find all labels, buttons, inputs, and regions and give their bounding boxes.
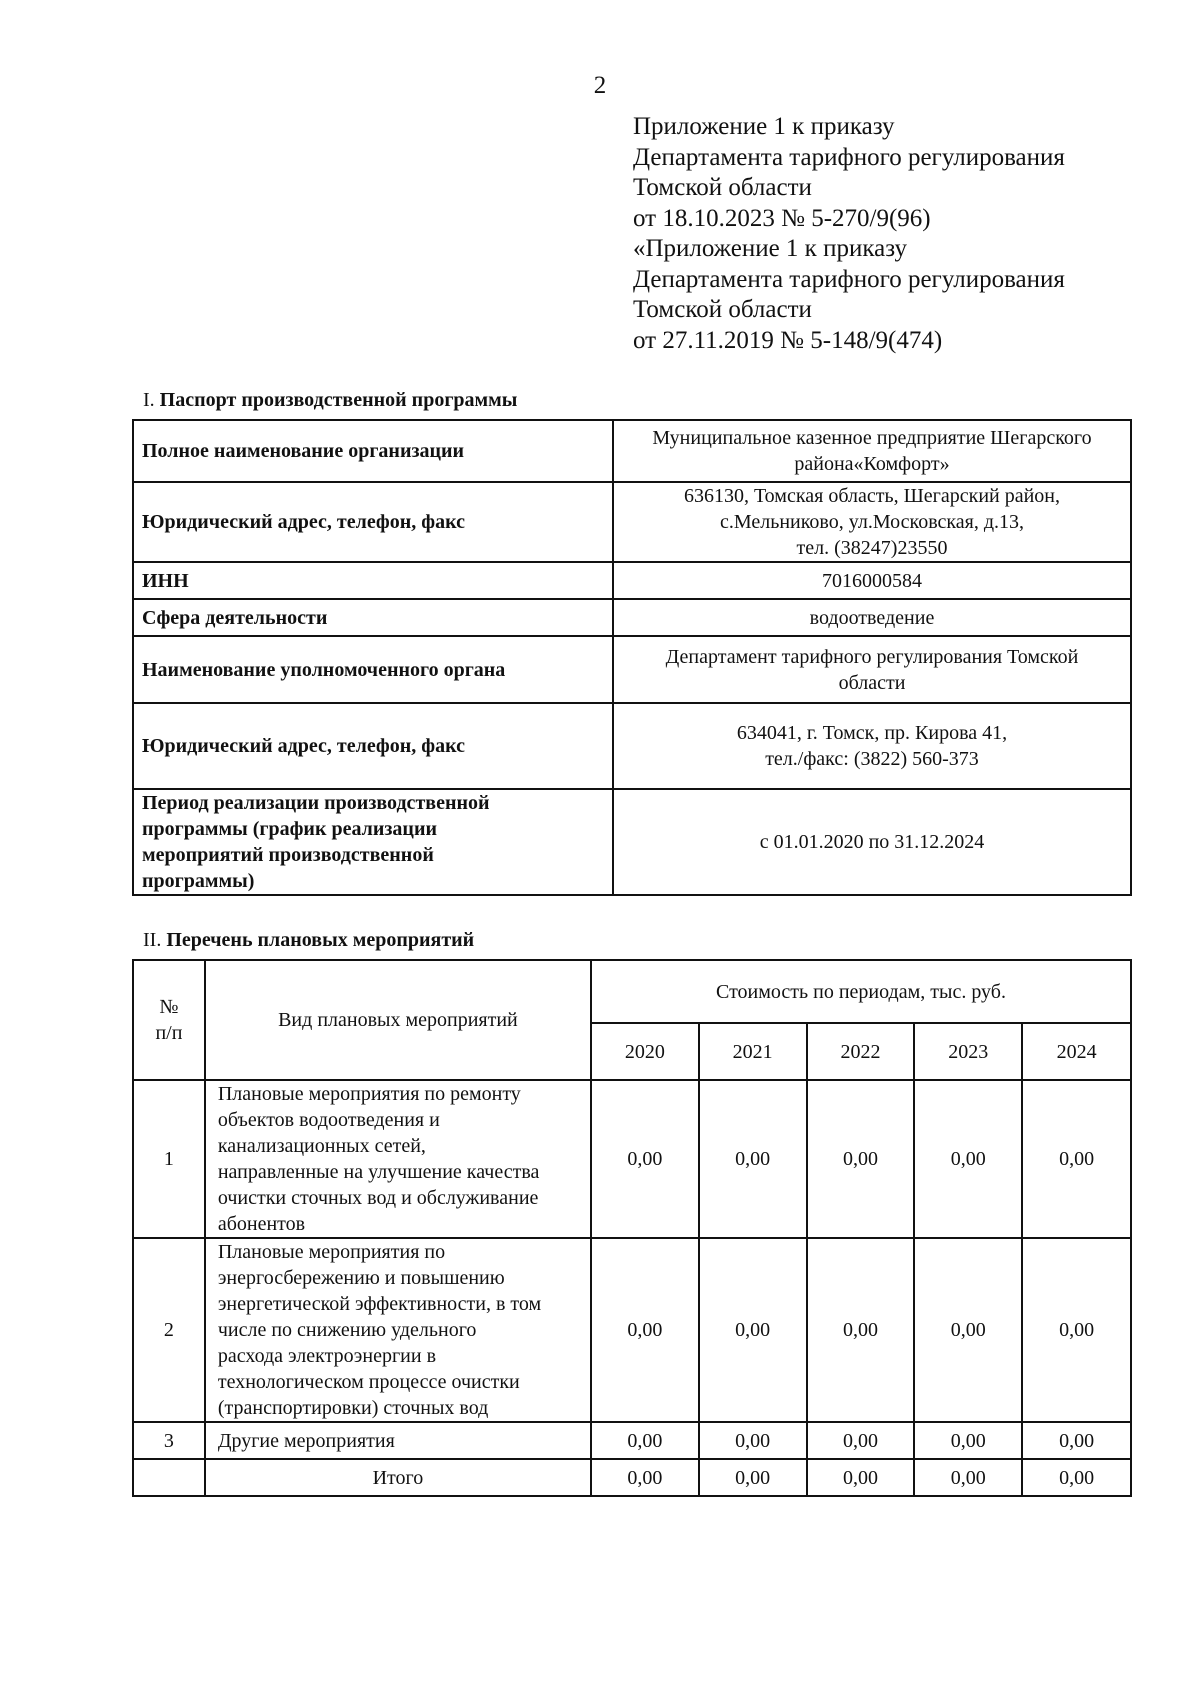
passport-value: Муниципальное казенное предприятие Шегарского района«Комфорт» [613,420,1131,482]
passport-table [132,419,1132,896]
passport-label: Полное наименование организации [133,420,613,482]
total-value: 0,00 [914,1459,1022,1496]
row-value: 0,00 [914,1422,1022,1459]
passport-value: водоотведение [613,599,1131,636]
total-label: Итого [205,1459,591,1496]
total-value: 0,00 [591,1459,699,1496]
header-cost: Стоимость по периодам, тыс. руб. [591,960,1131,1023]
total-value: 0,00 [1022,1459,1131,1496]
table-row [133,1238,1131,1422]
passport-value: 634041, г. Томск, пр. Кирова 41, тел./факс: (3822) 560-373 [613,703,1131,789]
passport-value: с 01.01.2020 по 31.12.2024 [613,789,1131,895]
row-value: 0,00 [699,1080,807,1238]
header-year: 2020 [591,1023,699,1080]
section-2-title-text: Перечень плановых мероприятий [166,929,475,951]
row-value: 0,00 [914,1238,1022,1422]
appendix-line: Томской области [633,296,812,323]
passport-label: Наименование уполномоченного органа [133,636,613,703]
row-value: 0,00 [914,1080,1022,1238]
passport-row [133,599,1131,636]
row-value: 0,00 [591,1080,699,1238]
passport-row [133,482,1131,562]
measures-header-row [133,960,1131,1023]
row-num: 1 [133,1080,205,1238]
row-value: 0,00 [1022,1080,1131,1238]
section-1-title-text: Паспорт производственной программы [159,389,518,411]
total-row [133,1459,1131,1496]
header-year: 2022 [807,1023,915,1080]
passport-row [133,420,1131,482]
table-row [133,1080,1131,1238]
row-value: 0,00 [1022,1422,1131,1459]
passport-label: Период реализации производственной программы (график реализации мероприятий производственной программы) [133,789,613,895]
appendix-block [633,112,1065,356]
appendix-line: Департамента тарифного регулирования [633,265,1065,293]
appendix-line: Приложение 1 к приказу [633,113,895,140]
row-num: 2 [133,1238,205,1422]
row-num: 3 [133,1422,205,1459]
section-2-number: II. [143,929,162,951]
passport-label: Сфера деятельности [133,599,613,636]
passport-label: Юридический адрес, телефон, факс [133,482,613,562]
header-year: 2021 [699,1023,807,1080]
appendix-line: Томской области [633,174,812,201]
header-year: 2024 [1022,1023,1131,1080]
row-value: 0,00 [699,1422,807,1459]
passport-value: Департамент тарифного регулирования Томской области [613,636,1131,703]
row-name: Плановые мероприятия по энергосбережению и повышению энергетической эффективности, в том числе по снижению удельного расхода электроэнергии в технологическом процессе очистки (транспортировки) сточных вод [205,1238,591,1422]
page-number: 2 [593,72,607,99]
passport-row [133,562,1131,599]
passport-row [133,703,1131,789]
row-name: Плановые мероприятия по ремонту объектов водоотведения и канализационных сетей, направленные на улучшение качества очистки сточных вод и обслуживание абонентов [205,1080,591,1238]
row-value: 0,00 [807,1080,915,1238]
row-name: Другие мероприятия [205,1422,591,1459]
appendix-line: от 27.11.2019 № 5-148/9(474) [633,326,943,354]
header-num: № п/п [133,960,205,1080]
appendix-line: от 18.10.2023 № 5-270/9(96) [633,204,931,232]
total-num [133,1459,205,1496]
total-value: 0,00 [807,1459,915,1496]
row-value: 0,00 [807,1238,915,1422]
passport-row [133,636,1131,703]
appendix-line: «Приложение 1 к приказу [633,235,908,262]
row-value: 0,00 [1022,1238,1131,1422]
measures-table [132,959,1132,1497]
row-value: 0,00 [807,1422,915,1459]
row-value: 0,00 [591,1238,699,1422]
passport-value: 7016000584 [613,562,1131,599]
header-year: 2023 [914,1023,1022,1080]
passport-label: Юридический адрес, телефон, факс [133,703,613,789]
header-name: Вид плановых мероприятий [205,960,591,1080]
passport-value: 636130, Томская область, Шегарский район, с.Мельниково, ул.Московская, д.13, тел. (38247)23550 [613,482,1131,562]
table-row [133,1422,1131,1459]
section-1-number: I. [143,389,155,411]
section-1-title [143,389,517,412]
total-value: 0,00 [699,1459,807,1496]
section-2-title [143,929,474,952]
passport-row [133,789,1131,895]
row-value: 0,00 [591,1422,699,1459]
appendix-line: Департамента тарифного регулирования [633,143,1065,171]
row-value: 0,00 [699,1238,807,1422]
passport-label: ИНН [133,562,613,599]
